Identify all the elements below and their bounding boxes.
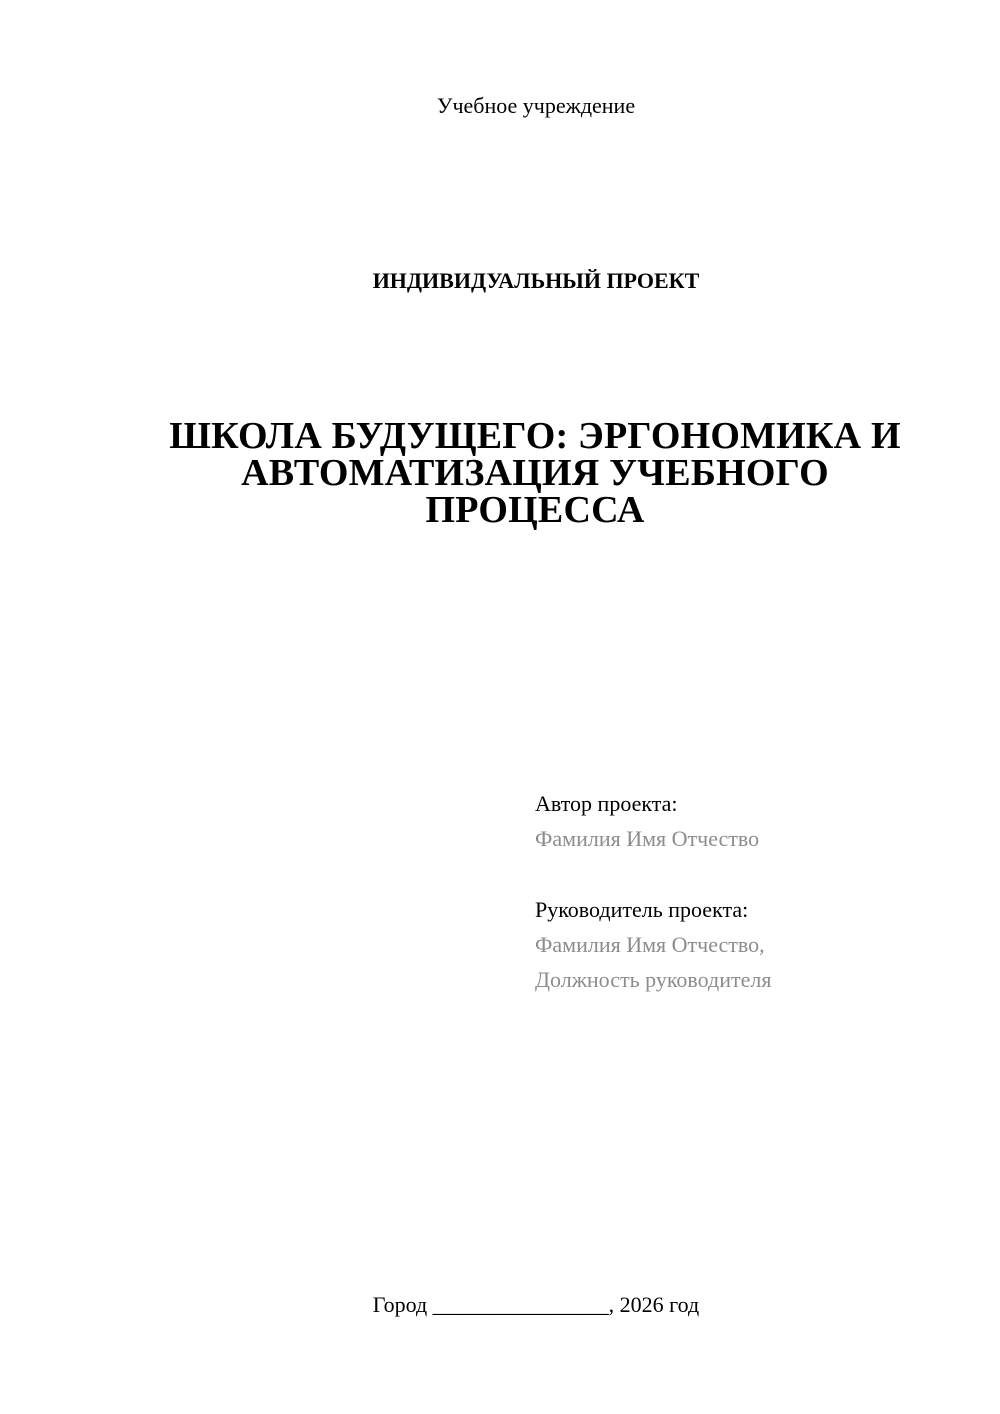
- author-block: [535, 786, 759, 856]
- project-title-line: АВТОМАТИЗАЦИЯ УЧЕБНОГО: [241, 452, 829, 494]
- supervisor-block: [535, 892, 771, 997]
- project-title-line: ШКОЛА БУДУЩЕГО: ЭРГОНОМИКА И: [169, 415, 901, 457]
- supervisor-position-placeholder: Должность руководителя: [535, 967, 772, 992]
- supervisor-name-placeholder: Фамилия Имя Отчество,: [535, 932, 765, 957]
- author-label: Автор проекта:: [535, 791, 678, 816]
- institution-name: Учебное учреждение: [436, 93, 636, 118]
- project-title: [160, 415, 910, 531]
- supervisor-label: Руководитель проекта:: [535, 897, 749, 922]
- author-name-placeholder: Фамилия Имя Отчество: [535, 826, 760, 851]
- project-type-heading: ИНДИВИДУАЛЬНЫЙ ПРОЕКТ: [372, 268, 700, 293]
- city-year-line: Город ________________, 2026 год: [372, 1292, 700, 1317]
- project-title-line: ПРОЦЕССА: [425, 489, 645, 531]
